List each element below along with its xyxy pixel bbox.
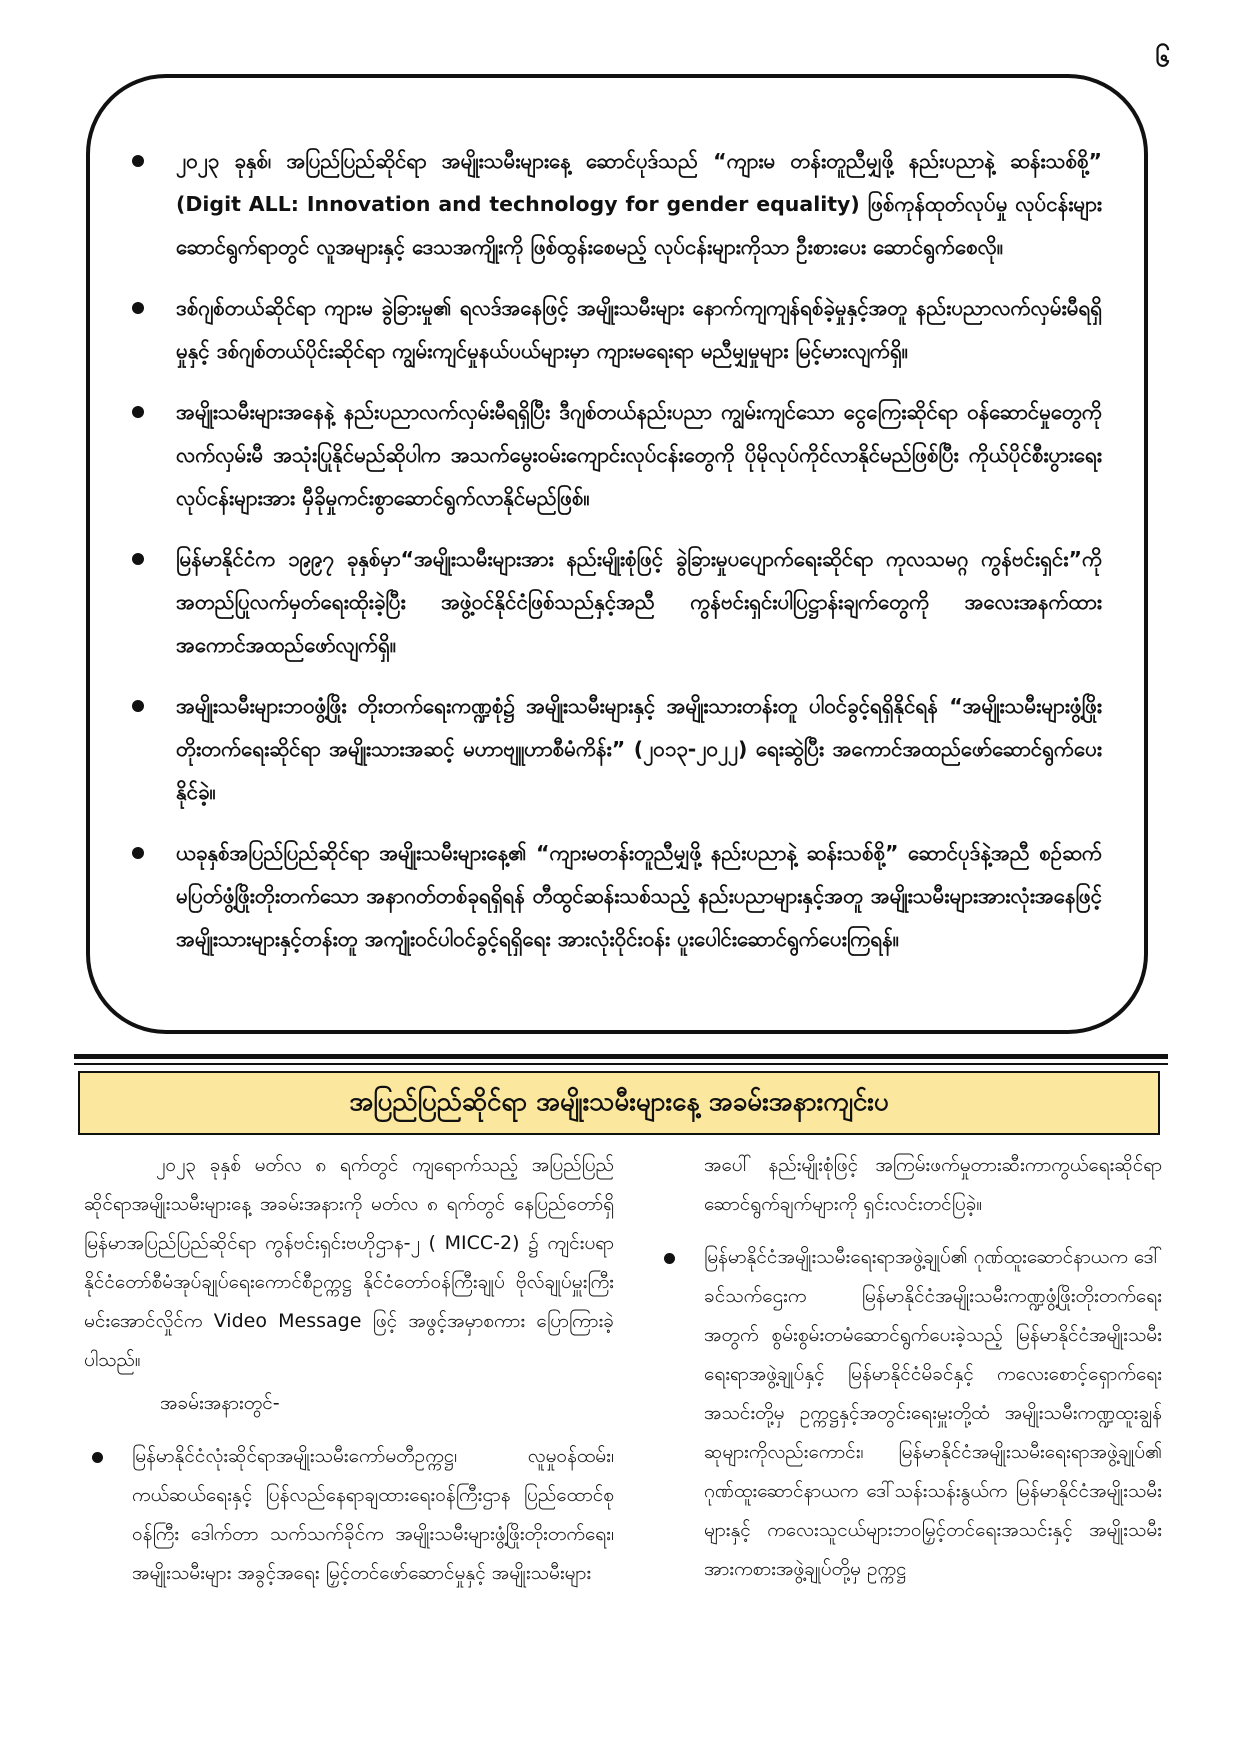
list-item bbox=[132, 391, 1102, 520]
article-subhead: အခမ်းအနားတွင်- bbox=[160, 1392, 280, 1414]
list-item bbox=[132, 832, 1102, 961]
highlights-box bbox=[86, 74, 1148, 1034]
bullet-dot bbox=[132, 847, 144, 859]
section-title: အပြည်ပြည်ဆိုင်ရာ အမျိုးသမီးများနေ့ အခမ်းအနားကျင်းပ bbox=[349, 1086, 889, 1117]
highlights-list bbox=[132, 140, 1102, 961]
section-divider-thin bbox=[74, 1063, 1168, 1065]
bullet-dot bbox=[132, 155, 144, 167]
list-item bbox=[132, 140, 1102, 269]
article-bullet-1-text: မြန်မာနိုင်ငံလုံးဆိုင်ရာအမျိုးသမီးကော်မတီဥက္ကဋ္ဌ၊ လူမှုဝန်ထမ်း၊ ကယ်ဆယ်ရေးနှင့် ပြန်လည်နေရာချထားရေးဝန်ကြီးဌာန ပြည်ထောင်စုဝန်ကြီး ဒေါက်တာ သက်သက်ခိုင်က အမျိုးသမီးများဖွံ့ဖြိုးတိုးတက်ရေး၊ အမျိုးသမီးများ အခွင့်အရေး မြှင့်တင်ဖော်ဆောင်မှုနှင့် အမျိုးသမီးများ bbox=[132, 1445, 614, 1584]
section-title-banner bbox=[78, 1071, 1160, 1135]
page-number: ၆ bbox=[1155, 43, 1170, 73]
list-item-text: အမျိုးသမီးများအနေနဲ့ နည်းပညာလက်လှမ်းမီရရှိပြီး ဒီဂျစ်တယ်နည်းပညာ ကျွမ်းကျင်သော ငွေကြေးဆိုင်ရာ ဝန်ဆောင်မှုတွေကို လက်လှမ်းမီ အသုံးပြုနိုင်မည်ဆိုပါက အသက်မွေးဝမ်းကျောင်းလုပ်ငန်းတွေကို ပိုမိုလုပ်ကိုင်လာနိုင်မည်ဖြစ်ပြီး ကိုယ်ပိုင်စီးပွားရေးလုပ်ငန်းများအား မှီခိုမှုကင်းစွာဆောင်ရွက်လာနိုင်မည်ဖြစ်။ bbox=[176, 400, 1102, 510]
bullet-dot bbox=[132, 406, 144, 418]
list-item-text: ၂၀၂၃ ခုနှစ်၊ အပြည်ပြည်ဆိုင်ရာ အမျိုးသမီးများနေ့ ဆောင်ပုဒ်သည် “ကျားမ တန်းတူညီမျှဖို့ နည်းပညာနဲ့ ဆန်းသစ်စို့” (Digit ALL: Innovation and technology for gender equality) ဖြစ်ကုန်ထုတ်လုပ်မှု လုပ်ငန်းများ ဆောင်ရွက်ရာတွင် လူအများနှင့် ဒေသအကျိုးကို ဖြစ်ထွန်းစေမည့် လုပ်ငန်းများကိုသာ ဦးစားပေး ဆောင်ရွက်စေလို။ bbox=[176, 149, 1102, 259]
list-item bbox=[132, 287, 1102, 373]
article-right-column bbox=[656, 1146, 1162, 1589]
list-item bbox=[132, 685, 1102, 814]
article-bullet-1 bbox=[84, 1437, 614, 1593]
list-item-text: ယခုနှစ်အပြည်ပြည်ဆိုင်ရာ အမျိုးသမီးများနေ့၏ “ကျားမတန်းတူညီမျှဖို့ နည်းပညာနဲ့ ဆန်းသစ်စို့” ဆောင်ပုဒ်နဲ့အညီ စဉ်ဆက်မပြတ်ဖွံ့ဖြိုးတိုးတက်သော အနာဂတ်တစ်ခုရရှိရန် တီထွင်ဆန်းသစ်သည့် နည်းပညာများနှင့်အတူ အမျိုးသမီးများအားလုံးအနေဖြင့် အမျိုးသားများနှင့်တန်းတူ အကျုံးဝင်ပါဝင်ခွင့်ရရှိရေး အားလုံးဝိုင်းဝန်း ပူးပေါင်းဆောင်ရွက်ပေးကြရန်။ bbox=[176, 841, 1102, 951]
bullet-dot bbox=[132, 553, 144, 565]
list-item-text: မြန်မာနိုင်ငံက ၁၉၉၇ ခုနှစ်မှာ“အမျိုးသမီးများအား နည်းမျိုးစုံဖြင့် ခွဲခြားမှုပပျောက်ရေးဆိုင်ရာ ကုလသမဂ္ဂ ကွန်ဗင်းရှင်း”ကို အတည်ပြုလက်မှတ်ရေးထိုးခဲ့ပြီး အဖွဲ့ဝင်နိုင်ငံဖြစ်သည်နှင့်အညီ ကွန်ဗင်းရှင်းပါပြဋ္ဌာန်းချက်တွေကို အလေးအနက်ထား အကောင်အထည်ဖော်လျက်ရှိ။ bbox=[176, 547, 1102, 657]
list-item-text: အမျိုးသမီးများဘဝဖွံ့ဖြိုး တိုးတက်ရေးကဏ္ဍစုံ၌ အမျိုးသမီးများနှင့် အမျိုးသားတန်းတူ ပါဝင်ခွင့်ရရှိနိုင်ရန် “အမျိုးသမီးများဖွံ့ဖြိုးတိုးတက်ရေးဆိုင်ရာ အမျိုးသားအဆင့် မဟာဗျူဟာစီမံကိန်း” (၂၀၁၃-၂၀၂၂) ရေးဆွဲပြီး အကောင်အထည်ဖော်ဆောင်ရွက်ပေးနိုင်ခဲ့။ bbox=[176, 694, 1102, 804]
article-bullet-1-continuation: အပေါ် နည်းမျိုးစုံဖြင့် အကြမ်းဖက်မှုတားဆီးကာကွယ်ရေးဆိုင်ရာဆောင်ရွက်ချက်များကို ရှင်းလင်းတင်ပြခဲ့။ bbox=[704, 1154, 1162, 1215]
bullet-dot bbox=[132, 700, 144, 712]
article-intro: ၂၀၂၃ ခုနှစ် မတ်လ ၈ ရက်တွင် ကျရောက်သည့် အပြည်ပြည်ဆိုင်ရာအမျိုးသမီးများနေ့ အခမ်းအနားကို မတ်လ ၈ ရက်တွင် နေပြည်တော်ရှိ မြန်မာအပြည်ပြည်ဆိုင်ရာ ကွန်ဗင်းရှင်းဗဟိုဌာန-၂ ( MICC-2) ၌ ကျင်းပရာ နိုင်ငံတော်စီမံအုပ်ချုပ်ရေးကောင်စီဥက္ကဋ္ဌ နိုင်ငံတော်ဝန်ကြီးချုပ် ဗိုလ်ချုပ်မှူးကြီး မင်းအောင်လှိုင်က Video Message ဖြင့် အဖွင့်အမှာစကား ပြောကြားခဲ့ပါသည်။ bbox=[84, 1154, 614, 1371]
bullet-dot bbox=[664, 1253, 675, 1264]
article-bullet-2-text: မြန်မာနိုင်ငံအမျိုးသမီးရေးရာအဖွဲ့ချုပ်၏ ဂုဏ်ထူးဆောင်နာယက ဒေါ်ခင်သက်ဌေးက မြန်မာနိုင်ငံအမျိုးသမီးကဏ္ဍဖွံ့ဖြိုးတိုးတက်ရေးအတွက် စွမ်းစွမ်းတမံဆောင်ရွက်ပေးခဲ့သည့် မြန်မာနိုင်ငံအမျိုးသမီးရေးရာအဖွဲ့ချုပ်နှင့် မြန်မာနိုင်ငံမိခင်နှင့် ကလေးစောင့်ရှောက်ရေးအသင်းတို့မှ ဥက္ကဋ္ဌနှင့်အတွင်းရေးမှူးတို့ထံ အမျိုးသမီးကဏ္ဍထူးချွန်ဆုများကိုလည်းကောင်း၊ မြန်မာနိုင်ငံအမျိုးသမီးရေးရာအဖွဲ့ချုပ်၏ ဂုဏ်ထူးဆောင်နာယက ဒေါ်သန်းသန်းနွယ်က မြန်မာနိုင်ငံအမျိုးသမီးများနှင့် ကလေးသူငယ်များဘဝမြှင့်တင်ရေးအသင်းနှင့် အမျိုးသမီးအားကစားအဖွဲ့ချုပ်တို့မှ ဥက္ကဋ္ဌ bbox=[704, 1246, 1162, 1580]
list-item bbox=[132, 538, 1102, 667]
article-left-column bbox=[84, 1146, 614, 1593]
section-divider-thick bbox=[74, 1054, 1168, 1059]
article-bullet-2 bbox=[656, 1238, 1162, 1589]
bullet-dot bbox=[132, 302, 144, 314]
list-item-text: ဒစ်ဂျစ်တယ်ဆိုင်ရာ ကျားမ ခွဲခြားမှု၏ ရလဒ်အနေဖြင့် အမျိုးသမီးများ နောက်ကျကျန်ရစ်ခဲ့မှုနှင့်အတူ နည်းပညာလက်လှမ်းမီရရှိမှုနှင့် ဒစ်ဂျစ်တယ်ပိုင်းဆိုင်ရာ ကျွမ်းကျင်မှုနယ်ပယ်များမှာ ကျားမရေးရာ မညီမျှမှုများ မြင့်မားလျက်ရှိ။ bbox=[176, 296, 1102, 363]
bullet-dot bbox=[92, 1452, 103, 1463]
